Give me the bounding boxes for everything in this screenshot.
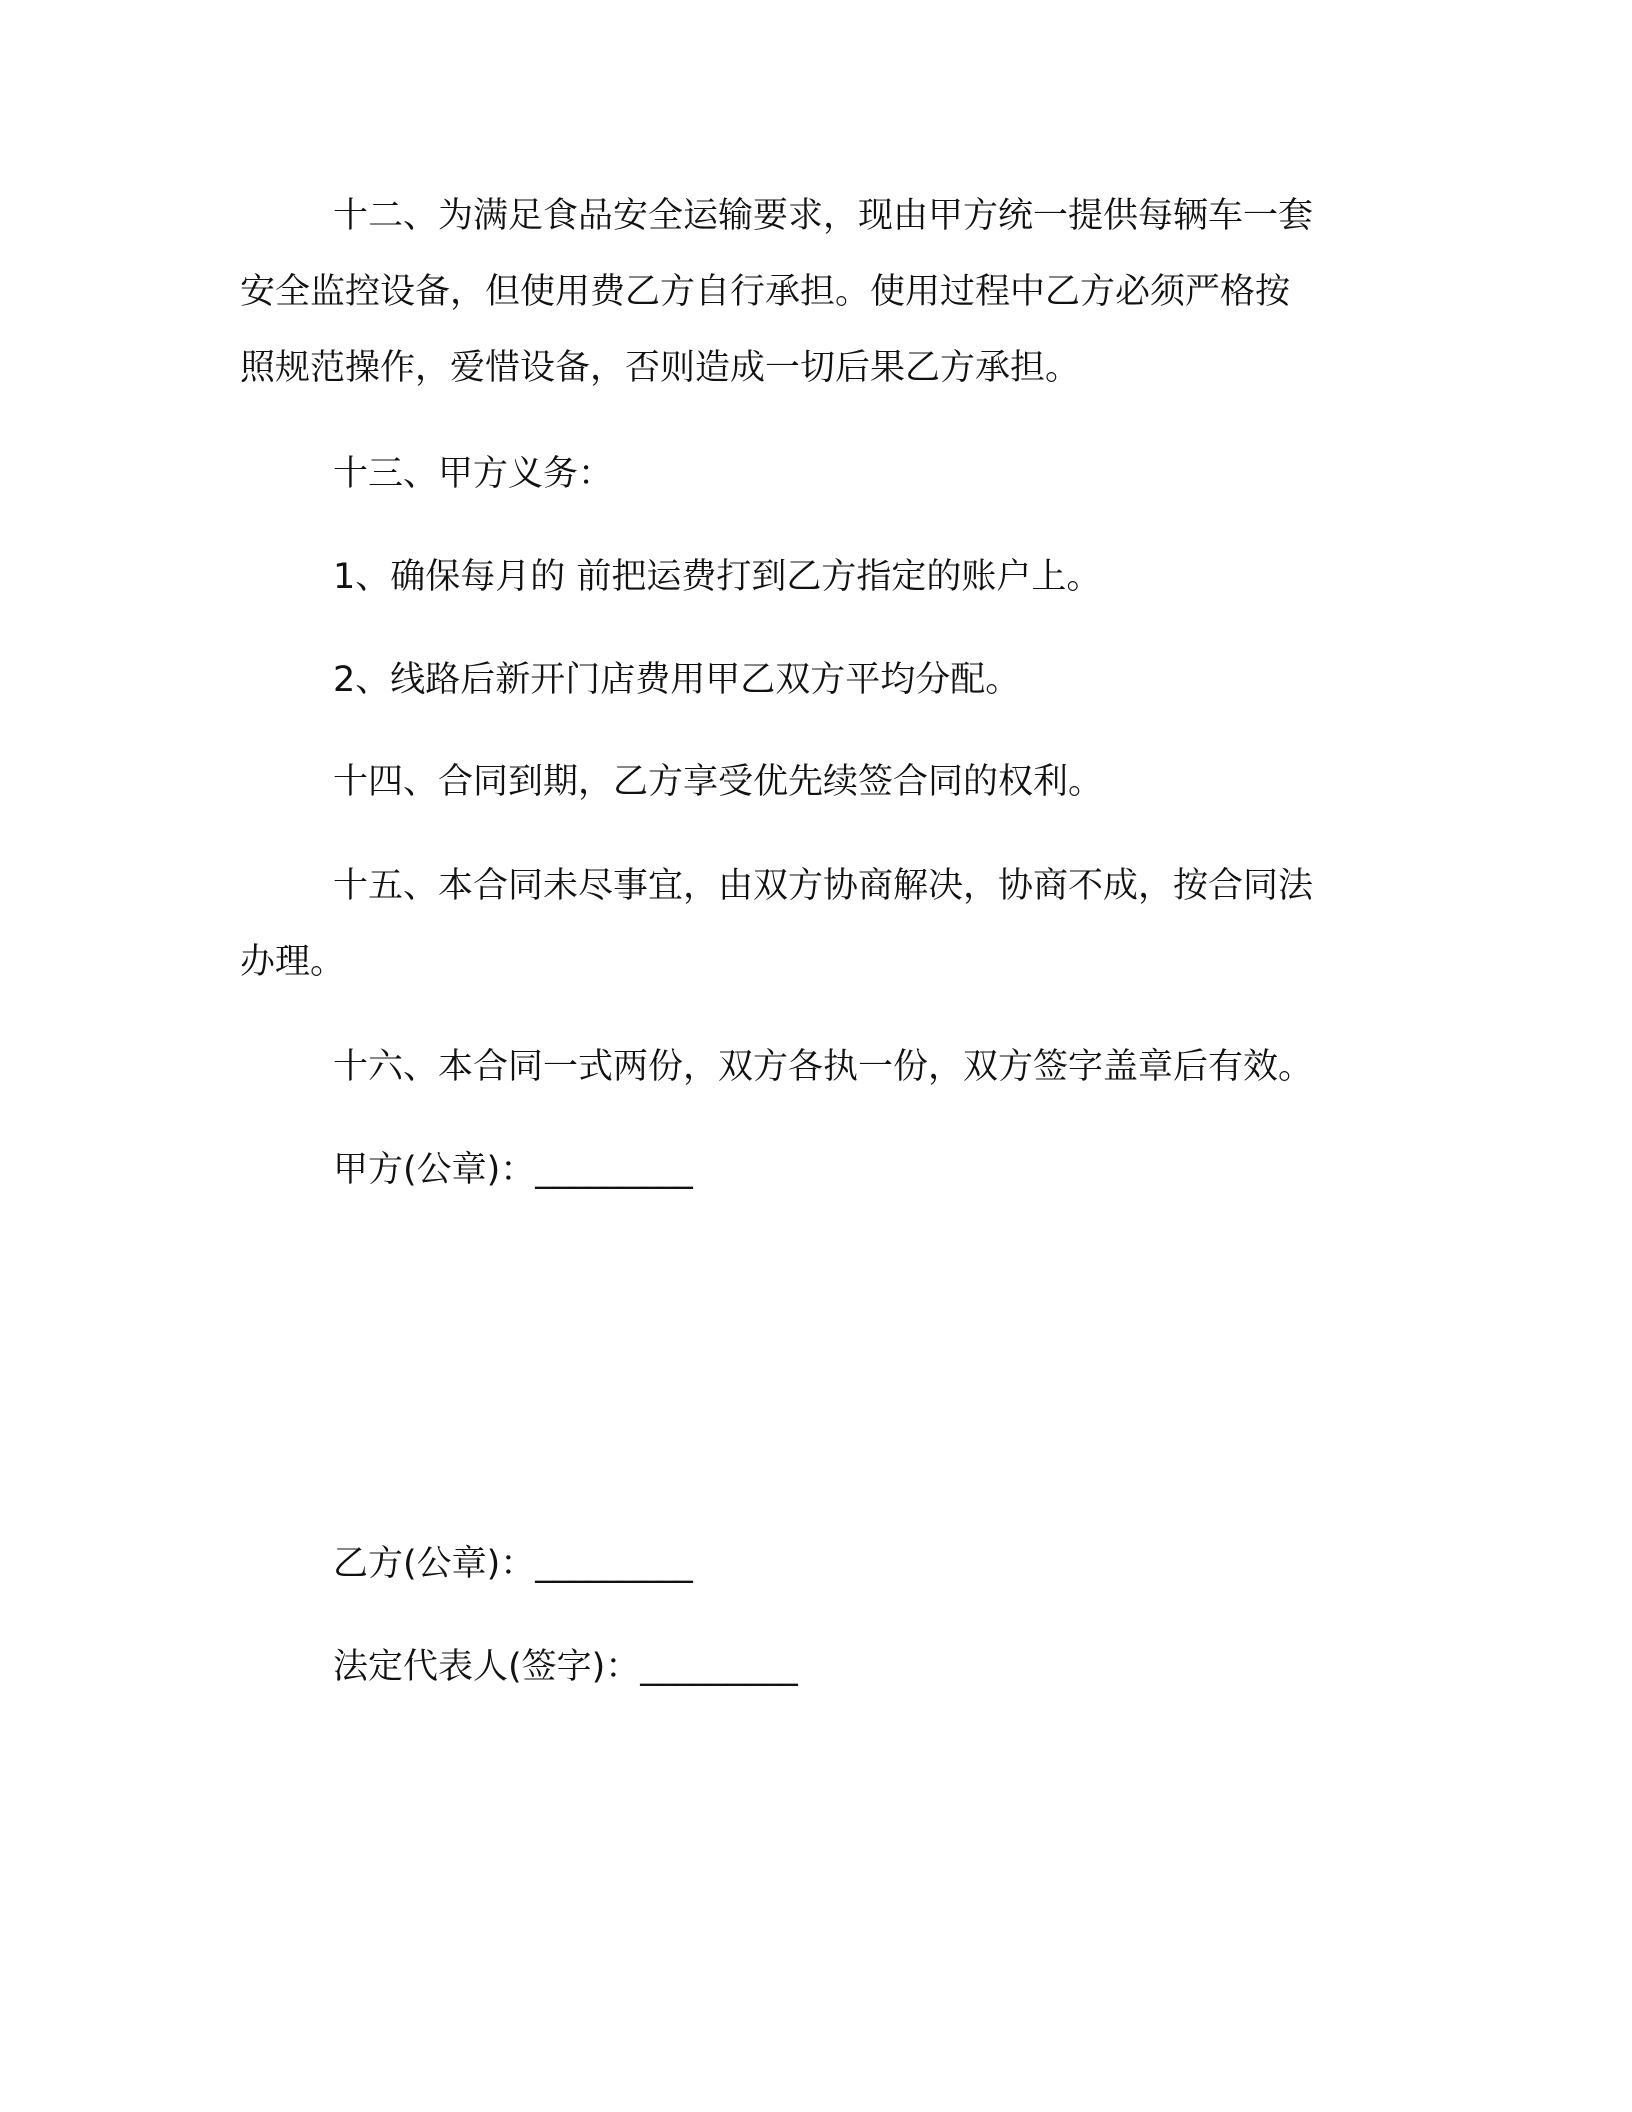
clause-14: 十四、合同到期，乙方享受优先续签合同的权利。 [333, 762, 1104, 802]
clause-12-line-3: 照规范操作，爱惜设备，否则造成一切后果乙方承担。 [240, 348, 1081, 388]
party-b-signature: 乙方(公章)：_________ [333, 1544, 693, 1584]
clause-13-item-1: 1、确保每月的 前把运费打到乙方指定的账户上。 [333, 557, 1102, 597]
clause-12-line-1: 十二、为满足食品安全运输要求，现由甲方统一提供每辆车一套 [333, 196, 1314, 236]
party-a-signature: 甲方(公章)：_________ [333, 1150, 693, 1190]
legal-rep-signature: 法定代表人(签字)：_________ [333, 1647, 798, 1687]
clause-16: 十六、本合同一式两份，双方各执一份，双方签字盖章后有效。 [333, 1047, 1314, 1087]
clause-13-item-2: 2、线路后新开门店费用甲乙双方平均分配。 [333, 660, 1021, 700]
clause-12-line-2: 安全监控设备，但使用费乙方自行承担。使用过程中乙方必须严格按 [240, 272, 1291, 312]
clause-15-line-2: 办理。 [240, 942, 346, 982]
clause-15-line-1: 十五、本合同未尽事宜，由双方协商解决，协商不成，按合同法 [333, 866, 1314, 906]
clause-13-heading: 十三、甲方义务： [333, 454, 614, 494]
